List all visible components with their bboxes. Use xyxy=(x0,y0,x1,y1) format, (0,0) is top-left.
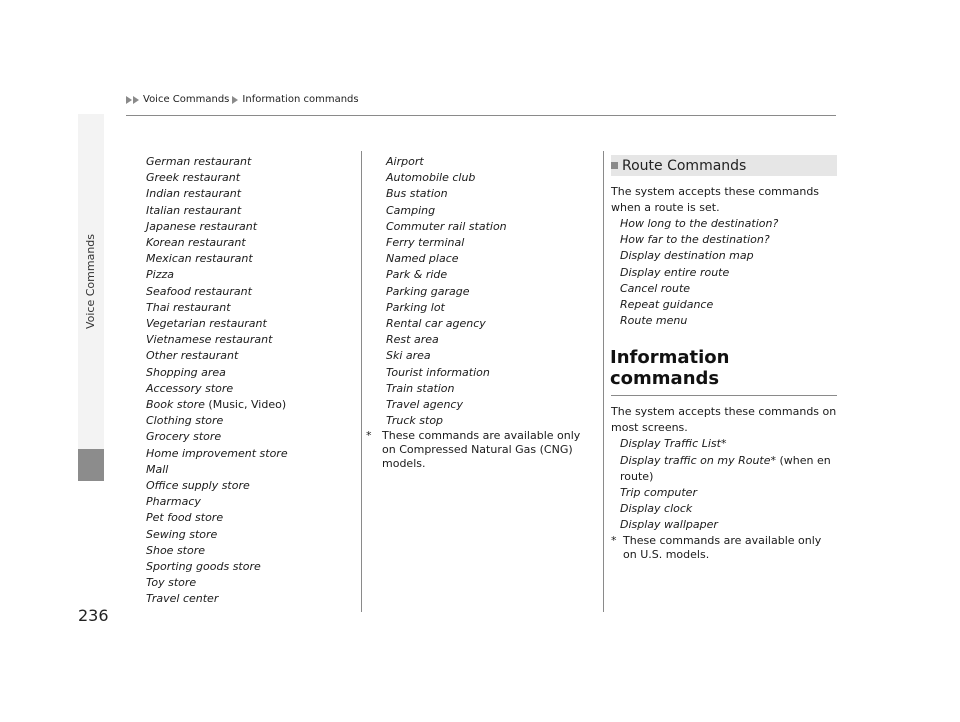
header-rule xyxy=(126,115,836,116)
information-commands-intro: The system accepts these commands on most screens. xyxy=(611,405,837,435)
footnote-marker: * xyxy=(611,533,617,547)
list-item: Display clock xyxy=(620,502,693,516)
list-item xyxy=(146,397,356,413)
list-item: Display wallpaper xyxy=(620,518,718,532)
route-commands-intro: The system accepts these commands when a route is set. xyxy=(611,185,820,214)
list-item: Vegetarian restaurant xyxy=(146,317,267,331)
list-item: Camping xyxy=(386,203,436,217)
column-divider xyxy=(361,151,362,612)
list-item: Other restaurant xyxy=(146,349,239,363)
list-item xyxy=(611,436,837,452)
list-item: Shopping area xyxy=(146,365,226,379)
list-item: Train station xyxy=(386,381,455,395)
list-item-suffix: (Music, Video) xyxy=(204,398,287,412)
list-item xyxy=(611,453,837,485)
list-item: Indian restaurant xyxy=(146,187,242,201)
list-item: Italian restaurant xyxy=(146,203,242,217)
list-item: Japanese restaurant xyxy=(146,219,258,233)
footnote-marker: * xyxy=(770,453,777,467)
list-item: German restaurant xyxy=(146,155,252,168)
list-item: Named place xyxy=(386,252,459,266)
list-item: Tourist information xyxy=(386,365,490,379)
footnote-marker: * xyxy=(720,437,727,451)
list-item: Park & ride xyxy=(386,268,448,282)
list-item: Ski area xyxy=(386,349,431,363)
breadcrumb-item-voice-commands[interactable]: Voice Commands xyxy=(143,94,230,105)
footnote-text: These commands are available only on U.S. models. xyxy=(623,533,822,561)
route-commands-heading xyxy=(611,155,837,176)
list-item: Office supply store xyxy=(146,479,250,493)
route-commands-title: Route Commands xyxy=(622,157,747,174)
breadcrumb-arrow-icon xyxy=(126,96,140,104)
footnote xyxy=(366,429,596,471)
list-item: Pharmacy xyxy=(146,495,201,509)
list-item: Rental car agency xyxy=(386,317,486,331)
list-item-suffix: (when en route) xyxy=(620,453,831,483)
list-item: Clothing store xyxy=(146,414,224,428)
list-item: Accessory store xyxy=(146,381,234,395)
list-item: Mexican restaurant xyxy=(146,252,253,266)
list-item: Korean restaurant xyxy=(146,236,246,250)
list-item: Bus station xyxy=(386,187,448,201)
list-item: Route menu xyxy=(620,314,688,328)
side-tab-marker xyxy=(78,449,104,481)
list-item: Home improvement store xyxy=(146,446,288,460)
list-item: How far to the destination? xyxy=(620,233,770,247)
poi-category-list-1 xyxy=(146,154,356,608)
list-item: Vietnamese restaurant xyxy=(146,333,273,347)
list-item: Parking garage xyxy=(386,284,470,298)
list-item: Sewing store xyxy=(146,527,218,541)
list-item: Toy store xyxy=(146,576,197,590)
list-item: Parking lot xyxy=(386,300,445,314)
list-item: Trip computer xyxy=(620,486,697,500)
list-item: Thai restaurant xyxy=(146,300,231,314)
list-item: Sporting goods store xyxy=(146,560,261,574)
list-item: How long to the destination? xyxy=(620,217,779,230)
list-item: Travel center xyxy=(146,592,219,606)
list-item: Mall xyxy=(146,462,169,476)
list-item: Display entire route xyxy=(620,265,730,279)
side-tab-label xyxy=(78,114,104,449)
breadcrumb xyxy=(126,94,359,105)
list-item: Cancel route xyxy=(620,281,691,295)
footnote-text: These commands are available only on Compressed Natural Gas (CNG) models. xyxy=(382,429,581,471)
list-item-text: Display traffic on my Route xyxy=(620,453,771,467)
list-item: Automobile club xyxy=(386,171,476,185)
section-title: Information commands xyxy=(610,347,730,390)
list-item: Truck stop xyxy=(386,414,444,428)
list-item: Airport xyxy=(386,155,424,168)
list-item: Grocery store xyxy=(146,430,222,444)
list-item: Travel agency xyxy=(386,398,463,412)
list-item: Display destination map xyxy=(620,249,754,263)
list-item: Ferry terminal xyxy=(386,236,465,250)
breadcrumb-item-information-commands[interactable]: Information commands xyxy=(242,94,359,105)
list-item: Pet food store xyxy=(146,511,224,525)
list-item: Seafood restaurant xyxy=(146,284,252,298)
list-item: Commuter rail station xyxy=(386,219,507,233)
right-column xyxy=(611,155,837,562)
list-item: Repeat guidance xyxy=(620,298,714,312)
breadcrumb-separator-icon xyxy=(232,96,239,104)
list-item-text: Book store xyxy=(146,398,205,412)
side-tab-text: Voice Commands xyxy=(84,233,98,330)
section-rule xyxy=(611,395,837,396)
list-item: Shoe store xyxy=(146,543,206,557)
list-item-text: Display Traffic List xyxy=(620,437,721,451)
poi-category-list-2 xyxy=(366,154,596,471)
column-divider xyxy=(603,151,604,612)
list-item: Rest area xyxy=(386,333,439,347)
list-item: Pizza xyxy=(146,268,174,282)
square-bullet-icon xyxy=(611,162,618,169)
list-item: Greek restaurant xyxy=(146,171,241,185)
footnote-marker: * xyxy=(366,429,372,443)
page-number: 236 xyxy=(78,606,109,625)
footnote xyxy=(611,534,837,562)
